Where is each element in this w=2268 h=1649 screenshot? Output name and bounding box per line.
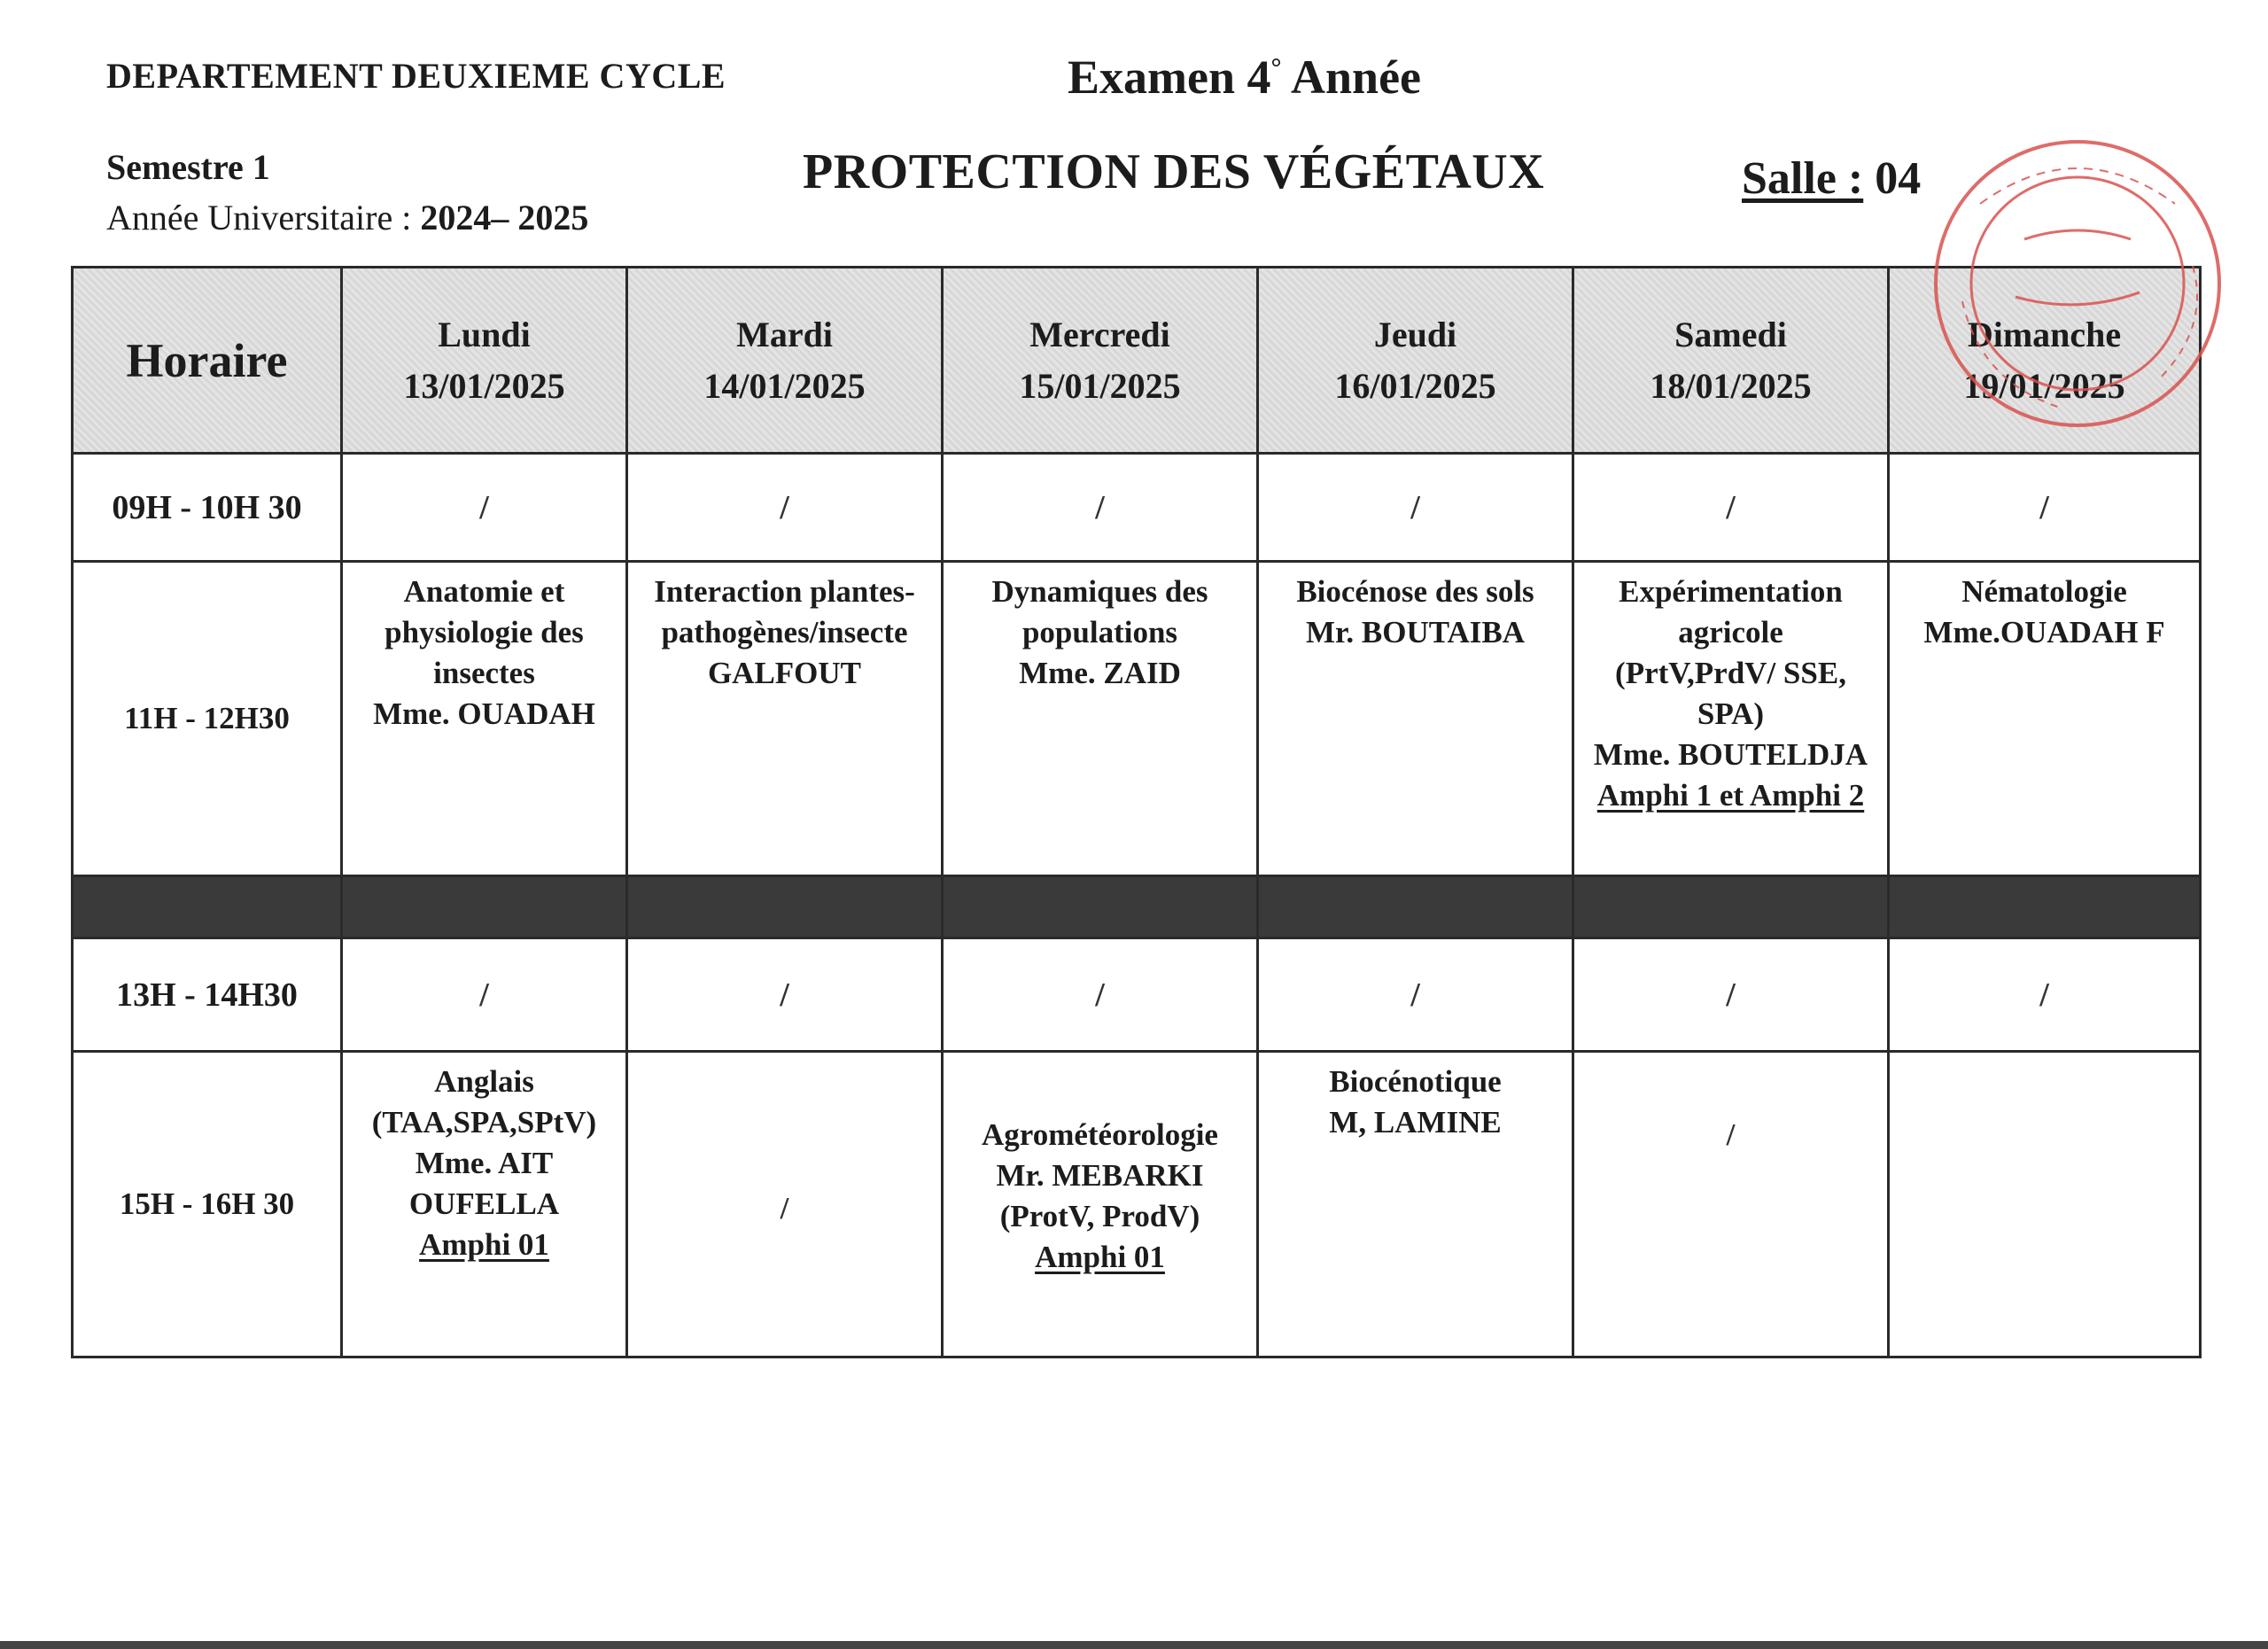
exam-line: Biocénotique	[1329, 1064, 1502, 1099]
day-header-mardi	[627, 268, 943, 454]
official-stamp-icon	[1927, 133, 2228, 434]
exam-cell-dimanche	[1889, 562, 2201, 876]
program-title: PROTECTION DES VÉGÉTAUX	[803, 144, 1545, 199]
exam-cell-mardi	[627, 562, 943, 876]
empty-cell: /	[1889, 938, 2201, 1052]
exam-line: agricole	[1678, 615, 1783, 649]
exam-title-year: Année	[1281, 51, 1422, 104]
day-date: 15/01/2025	[1019, 365, 1181, 406]
room-label: Salle :	[1742, 153, 1864, 204]
exam-schedule-table	[71, 266, 2202, 1358]
horaire-header: Horaire	[73, 268, 342, 454]
empty-cell: /	[627, 454, 943, 562]
exam-teacher: Mr. MEBARKI	[996, 1158, 1204, 1193]
semester-label: Semestre 1	[106, 147, 270, 187]
day-date: 14/01/2025	[703, 365, 866, 406]
exam-line: Agrométéorologie	[982, 1117, 1218, 1152]
day-date: 18/01/2025	[1650, 365, 1812, 406]
exam-cell-lundi	[342, 1052, 627, 1357]
academic-year-label: Année Universitaire :	[106, 198, 421, 237]
empty-cell: /	[1573, 454, 1889, 562]
academic-year	[106, 197, 588, 238]
exam-line: Anglais	[434, 1064, 534, 1099]
exam-cell-lundi	[342, 562, 627, 876]
exam-line: insectes	[433, 656, 535, 690]
exam-room: Amphi 1 et Amphi 2	[1596, 778, 1865, 813]
room-info	[1742, 152, 1921, 205]
table-row	[73, 1052, 2201, 1357]
exam-teacher: GALFOUT	[707, 656, 862, 690]
exam-teacher: Mme. OUADAH	[373, 696, 595, 731]
empty-cell: /	[342, 938, 627, 1052]
break-cell	[1573, 876, 1889, 938]
exam-teacher: M, LAMINE	[1329, 1105, 1502, 1140]
exam-cell-jeudi	[1258, 1052, 1573, 1357]
exam-line: Dynamiques des	[991, 574, 1208, 609]
exam-cell-samedi	[1573, 562, 1889, 876]
table-row	[73, 454, 2201, 562]
exam-line: (PrtV,PrdV/ SSE,	[1615, 656, 1846, 690]
day-name: Lundi	[438, 314, 531, 354]
day-header-mercredi	[943, 268, 1258, 454]
empty-cell: /	[943, 938, 1258, 1052]
exam-teacher: Mme. AIT	[415, 1146, 554, 1180]
break-cell	[943, 876, 1258, 938]
exam-title	[1068, 50, 1421, 105]
empty-cell: /	[1258, 938, 1573, 1052]
exam-cell-jeudi	[1258, 562, 1573, 876]
break-row	[73, 876, 2201, 938]
empty-cell	[1889, 1052, 2201, 1357]
exam-room: Amphi 01	[419, 1227, 549, 1262]
time-slot: 15H - 16H 30	[73, 1052, 342, 1357]
day-name: Jeudi	[1373, 314, 1457, 354]
exam-line: Anatomie et	[403, 574, 565, 609]
day-name: Dimanche	[1967, 314, 2122, 354]
day-header-lundi	[342, 268, 627, 454]
exam-title-degree: °	[1270, 53, 1282, 82]
time-slot: 13H - 14H30	[73, 938, 342, 1052]
empty-cell: /	[627, 1052, 943, 1357]
time-slot: 09H - 10H 30	[73, 454, 342, 562]
day-header-jeudi	[1258, 268, 1573, 454]
empty-cell: /	[342, 454, 627, 562]
time-slot: 11H - 12H30	[73, 562, 342, 876]
room-number: 04	[1863, 153, 1922, 204]
exam-line: (TAA,SPA,SPtV)	[371, 1105, 597, 1140]
exam-line: Expérimentation	[1619, 574, 1843, 609]
exam-cell-mercredi	[943, 562, 1258, 876]
department-title: DEPARTEMENT DEUXIEME CYCLE	[106, 56, 726, 96]
break-cell	[627, 876, 943, 938]
break-cell	[1258, 876, 1573, 938]
break-cell	[73, 876, 342, 938]
exam-room: Amphi 01	[1035, 1240, 1165, 1274]
day-date: 19/01/2025	[1963, 365, 2125, 406]
break-cell	[1889, 876, 2201, 938]
empty-cell: /	[1258, 454, 1573, 562]
exam-line: (ProtV, ProdV)	[999, 1199, 1200, 1233]
exam-line: physiologie des	[384, 615, 584, 649]
exam-teacher: Mr. BOUTAIBA	[1306, 615, 1525, 649]
table-header-row	[73, 268, 2201, 454]
exam-line: Interaction plantes-	[654, 574, 915, 609]
empty-cell: /	[627, 938, 943, 1052]
break-cell	[342, 876, 627, 938]
exam-teacher: OUFELLA	[408, 1186, 560, 1221]
exam-cell-mercredi	[943, 1052, 1258, 1357]
exam-line: Biocénose des sols	[1296, 574, 1534, 609]
exam-teacher: Mme. BOUTELDJA	[1593, 737, 1868, 772]
exam-line: SPA)	[1697, 696, 1765, 731]
empty-cell: /	[1573, 938, 1889, 1052]
day-name: Samedi	[1674, 314, 1787, 354]
day-date: 16/01/2025	[1334, 365, 1496, 406]
academic-year-value: 2024– 2025	[420, 198, 589, 237]
page-bottom-border	[0, 1641, 2268, 1649]
empty-cell: /	[1889, 454, 2201, 562]
table-row	[73, 938, 2201, 1052]
day-name: Mercredi	[1029, 314, 1170, 354]
exam-teacher: Mme. ZAID	[1019, 656, 1181, 690]
empty-cell: /	[1573, 1052, 1889, 1357]
day-name: Mardi	[736, 314, 833, 354]
empty-cell: /	[943, 454, 1258, 562]
day-header-samedi	[1573, 268, 1889, 454]
exam-line: pathogènes/insecte	[661, 615, 908, 649]
exam-line: populations	[1021, 615, 1178, 649]
table-row	[73, 562, 2201, 876]
exam-teacher: Mme.OUADAH F	[1923, 615, 2165, 649]
day-date: 13/01/2025	[403, 365, 565, 406]
exam-title-main: Examen 4	[1068, 51, 1271, 104]
exam-line: Nématologie	[1961, 574, 2127, 609]
